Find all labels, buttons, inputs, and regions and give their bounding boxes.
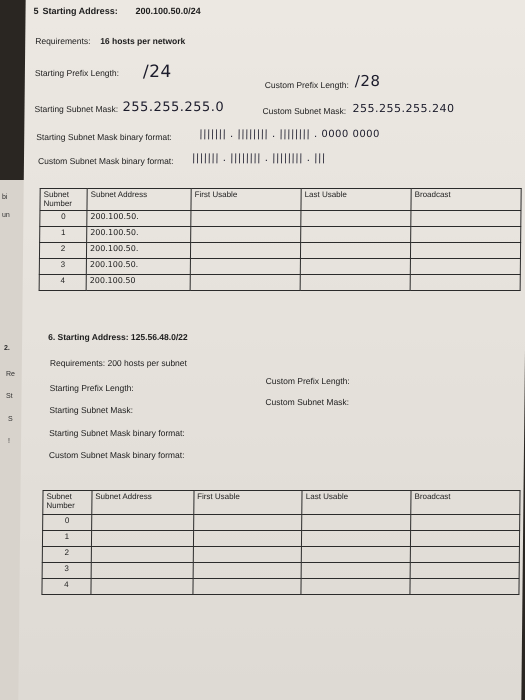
edge-fragment: Re <box>6 371 15 378</box>
custom-mask-binary-label: Custom Subnet Mask binary format: <box>37 156 174 166</box>
table-row <box>39 243 520 259</box>
requirements-value: 16 hosts per network <box>100 36 186 46</box>
section6-custom-prefix-label: Custom Prefix Length: <box>265 376 350 386</box>
subnet-address-cell <box>91 515 193 531</box>
subnet-table-5 <box>39 188 522 291</box>
subnet-table-6 <box>41 490 520 595</box>
last-usable-cell <box>302 547 411 563</box>
subnet-number-cell: 3 <box>39 259 86 275</box>
edge-fragment: bi <box>2 194 8 201</box>
section6-title: 6. Starting Address: 125.56.48.0/22 <box>48 332 188 342</box>
subnet-address-cell: 200.100.50. <box>86 259 190 275</box>
header-subnet-address: Subnet Address <box>92 491 194 515</box>
subnet-address-cell <box>91 563 193 579</box>
custom-prefix-answer: /28 <box>354 72 381 90</box>
broadcast-cell <box>411 515 520 531</box>
last-usable-cell <box>302 531 411 547</box>
subnet-number-cell: 4 <box>42 579 91 595</box>
broadcast-cell <box>411 227 521 243</box>
subnet-address-cell <box>91 579 193 595</box>
last-usable-cell <box>300 275 410 291</box>
header-last-usable: Last Usable <box>301 189 411 211</box>
header-first-usable: First Usable <box>193 491 302 515</box>
section6-custom-mask-binary-label: Custom Subnet Mask binary format: <box>48 450 185 460</box>
section6-starting-prefix-label: Starting Prefix Length: <box>49 383 134 393</box>
subnet-number-cell: 2 <box>42 547 91 563</box>
last-usable-cell <box>300 243 410 259</box>
section6-requirements: Requirements: 200 hosts per subnet <box>49 358 187 368</box>
table-row <box>40 227 521 243</box>
first-usable-cell <box>191 211 301 227</box>
first-usable-cell <box>190 259 300 275</box>
starting-mask-label: Starting Subnet Mask: <box>34 104 119 114</box>
subnet-address-cell: 200.100.50. <box>86 243 190 259</box>
last-usable-cell <box>301 211 411 227</box>
subnet-address-cell <box>91 531 193 547</box>
subnet-number-cell: 2 <box>39 243 86 259</box>
header-subnet-address: Subnet Address <box>87 189 191 211</box>
first-usable-cell <box>193 515 302 531</box>
broadcast-cell <box>410 243 520 259</box>
custom-mask-answer: 255.255.255.240 <box>352 102 455 115</box>
custom-mask-label: Custom Subnet Mask: <box>262 106 347 116</box>
table-row <box>43 515 520 531</box>
subnet-number-cell: 0 <box>40 211 87 227</box>
header-broadcast: Broadcast <box>411 189 521 211</box>
custom-prefix-label: Custom Prefix Length: <box>264 80 349 90</box>
header-first-usable: First Usable <box>191 189 301 211</box>
edge-fragment: un <box>2 212 10 219</box>
subnet-address-cell: 200.100.50. <box>87 227 191 243</box>
requirements-label: Requirements: <box>35 36 91 46</box>
first-usable-cell <box>193 547 302 563</box>
subnet-number-cell: 3 <box>42 563 91 579</box>
table-row <box>42 531 519 547</box>
table-row <box>42 563 519 579</box>
starting-mask-answer: 255.255.255.0 <box>122 100 225 115</box>
section6-custom-mask-label: Custom Subnet Mask: <box>265 397 350 407</box>
last-usable-cell <box>302 515 411 531</box>
first-usable-cell <box>190 275 300 291</box>
table-row <box>42 547 519 563</box>
header-last-usable: Last Usable <box>302 491 411 515</box>
subnet-address-cell <box>91 547 193 563</box>
table-row <box>39 259 520 275</box>
broadcast-cell <box>410 547 519 563</box>
starting-prefix-answer: /24 <box>142 62 172 82</box>
last-usable-cell <box>301 227 411 243</box>
first-usable-cell <box>190 243 300 259</box>
first-usable-cell <box>193 579 302 595</box>
subnet-number-cell: 4 <box>39 275 86 291</box>
subnet-number-cell: 1 <box>40 227 87 243</box>
section6-starting-mask-binary-label: Starting Subnet Mask binary format: <box>49 428 185 438</box>
edge-fragment: S <box>8 416 13 423</box>
first-usable-cell <box>193 563 302 579</box>
broadcast-cell <box>411 531 520 547</box>
edge-fragment: 2. <box>4 345 10 352</box>
broadcast-cell <box>410 579 519 595</box>
starting-mask-binary-answer: ||||||| . |||||||| . |||||||| . 0000 0000 <box>199 129 381 140</box>
section6-starting-mask-label: Starting Subnet Mask: <box>49 405 134 415</box>
subnet-address-cell: 200.100.50 <box>86 275 190 291</box>
starting-prefix-label: Starting Prefix Length: <box>34 68 120 78</box>
broadcast-cell <box>410 275 520 291</box>
subnet-number-cell: 1 <box>42 531 91 547</box>
table-row <box>39 275 520 291</box>
table-row <box>40 211 521 227</box>
last-usable-cell <box>301 563 410 579</box>
starting-mask-binary-label: Starting Subnet Mask binary format: <box>36 132 172 142</box>
first-usable-cell <box>191 227 301 243</box>
first-usable-cell <box>193 531 302 547</box>
last-usable-cell <box>301 579 410 595</box>
edge-fragment: St <box>6 393 13 400</box>
header-subnet-number: Subnet Number <box>40 189 87 211</box>
subnet-number-cell: 0 <box>43 515 92 531</box>
subnet-address-cell: 200.100.50. <box>87 211 191 227</box>
starting-address-label: Starting Address: <box>42 6 118 16</box>
worksheet-page <box>18 0 525 700</box>
starting-address-value: 200.100.50.0/24 <box>135 6 201 16</box>
broadcast-cell <box>410 259 520 275</box>
last-usable-cell <box>300 259 410 275</box>
header-subnet-number: Subnet Number <box>43 491 92 515</box>
table-row <box>42 579 519 595</box>
broadcast-cell <box>410 563 519 579</box>
header-broadcast: Broadcast <box>411 491 520 515</box>
custom-mask-binary-answer: ||||||| . |||||||| . |||||||| . ||| <box>191 153 326 164</box>
edge-fragment: ! <box>8 438 10 445</box>
broadcast-cell <box>411 211 521 227</box>
section-marker: 5 <box>33 6 39 16</box>
